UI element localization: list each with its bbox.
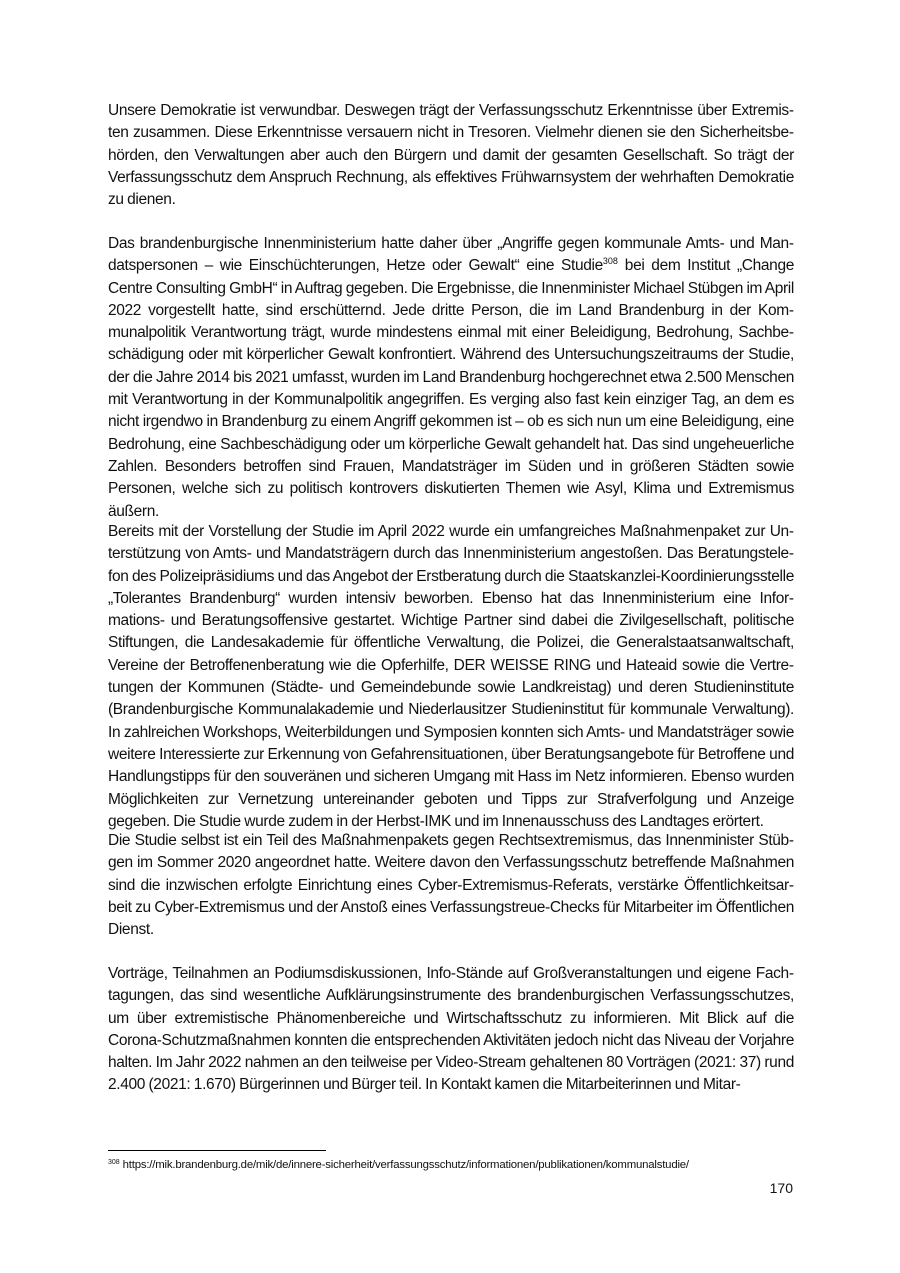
paragraph-study [108, 233, 794, 523]
footnote-reference[interactable]: 308 [602, 256, 618, 267]
footnote [108, 1157, 808, 1173]
paragraph-study-text-start: Das brandenburgische Innenministerium hatte daher über „Angriffe gegen kommunale Amts- und Mandatspersonen – wie Einschüchterungen, Hetze oder Gewalt“ eine Studie [108, 235, 794, 275]
paragraph-right-extremism-measures: Die Studie selbst ist ein Teil des Maßnahmenpakets gegen Rechtsextremismus, das Innenminister Stübgen im Sommer 2020 angeordnet hatte. Weitere davon den Verfassungsschutz betreffende Maßnahmen sind die inzwischen erfolgte Einrichtung eines Cyber-Extremismus-Referats, verstärke Öffentlichkeitsarbeit zu Cyber-Extremismus und der Anstoß eines Verfassungstreue-Checks für Mitarbeiter im Öffentlichen Dienst. [108, 832, 794, 939]
page-number: 170 [769, 1180, 793, 1196]
footnote-link[interactable]: https://mik.brandenburg.de/mik/de/innere-sicherheit/verfassungsschutz/informationen/publikationen/kommunalstudie/ [119, 1159, 689, 1171]
paragraph-democracy: Unsere Demokratie ist verwundbar. Deswegen trägt der Verfassungsschutz Erkenntnisse über Extremisten zusammen. Diese Erkenntnisse versauern nicht in Tresoren. Vielmehr dienen sie den Sicherheitsbehörden, den Verwaltungen aber auch den Bürgern und damit der gesamten Gesellschaft. So trägt der Verfassungsschutz dem Anspruch Rechnung, als effektives Frühwarnsystem der wehrhaften Demokratie zu dienen. [108, 102, 794, 209]
footnote-number: 308 [108, 1159, 120, 1166]
paragraph-study-text-end: bei dem Institut „Change Centre Consulting GmbH“ in Auftrag gegeben. Die Ergebnisse, die Innenminister Michael Stübgen im April 2022 vorgestellt hatte, sind erschütternd. Jede dritte Person, die im Land Brandenburg in der Kommunalpolitik Verantwortung trägt, wurde mindestens einmal mit einer Beleidigung, Bedrohung, Sachbeschädigung oder mit körperlicher Gewalt konfrontiert. Während des Untersuchungszeitraums der Studie, der die Jahre 2014 bis 2021 umfasst, wurden im Land Brandenburg hochgerechnet etwa 2.500 Menschen mit Verantwortung in der Kommunalpolitik angegriffen. Es verging also fast kein einziger Tag, an dem es nicht irgendwo in Brandenburg zu einem Angriff gekommen ist – ob es sich nun um eine Beleidigung, eine Bedrohung, eine Sachbeschädigung oder um körperliche Gewalt gehandelt hat. Das sind ungeheuerliche Zahlen. Besonders betroffen sind Frauen, Mandatsträger im Süden und in größeren Städten sowie Personen, welche sich zu politisch kontrovers diskutierten Themen wie Asyl, Klima und Extremismus äußern. [108, 257, 794, 520]
paragraph-measures-package: Bereits mit der Vorstellung der Studie im April 2022 wurde ein umfangreiches Maßnahmenpaket zur Unterstützung von Amts- und Mandatsträgern durch das Innenministerium angestoßen. Das Beratungstelefon des Polizeipräsidiums und das Angebot der Erstberatung durch die Staatskanzlei-Koordinierungsstelle „Tolerantes Brandenburg“ wurden intensiv beworben. Ebenso hat das Innenministerium eine Informations- und Beratungsoffensive gestartet. Wichtige Partner sind dabei die Zivilgesellschaft, politische Stiftungen, die Landesakademie für öffentliche Verwaltung, die Polizei, die Generalstaatsanwaltschaft, Vereine der Betroffenenberatung wie die Opferhilfe, DER WEISSE RING und Hateaid sowie die Vertretungen der Kommunen (Städte- und Gemeindebunde sowie Landkreistag) und deren Studieninstitute (Brandenburgische Kommunalakademie und Niederlausitzer Studieninstitut für kommunale Verwaltung). In zahlreichen Workshops, Weiterbildungen und Symposien konnten sich Amts- und Mandatsträger sowie weitere Interessierte zur Erkennung von Gefahrensituationen, über Beratungsangebote für Betroffene und Handlungstipps für den souveränen und sicheren Umgang mit Hass im Netz informieren. Ebenso wurden Möglichkeiten zur Vernetzung untereinander geboten und Tipps zur Strafverfolgung und Anzeige gegeben. Die Studie wurde zudem in der Herbst-IMK und im Innenausschuss des Landtages erörtert. [108, 523, 794, 830]
paragraph-outreach: Vorträge, Teilnahmen an Podiumsdiskussionen, Info-Stände auf Großveranstaltungen und eigene Fachtagungen, das sind wesentliche Aufklärungsinstrumente des brandenburgischen Verfassungsschutzes, um über extremistische Phänomenbereiche und Wirtschaftsschutz zu informieren. Mit Blick auf die Corona-Schutzmaßnahmen konnten die entsprechenden Aktivitäten jedoch nicht das Niveau der Vorjahre halten. Im Jahr 2022 nahmen an den teilweise per Video-Stream gehaltenen 80 Vorträgen (2021: 37) rund 2.400 (2021: 1.670) Bürgerinnen und Bürger teil. In Kontakt kamen die Mitarbeiterinnen und Mitar- [108, 965, 794, 1094]
footnote-separator [108, 1150, 326, 1151]
